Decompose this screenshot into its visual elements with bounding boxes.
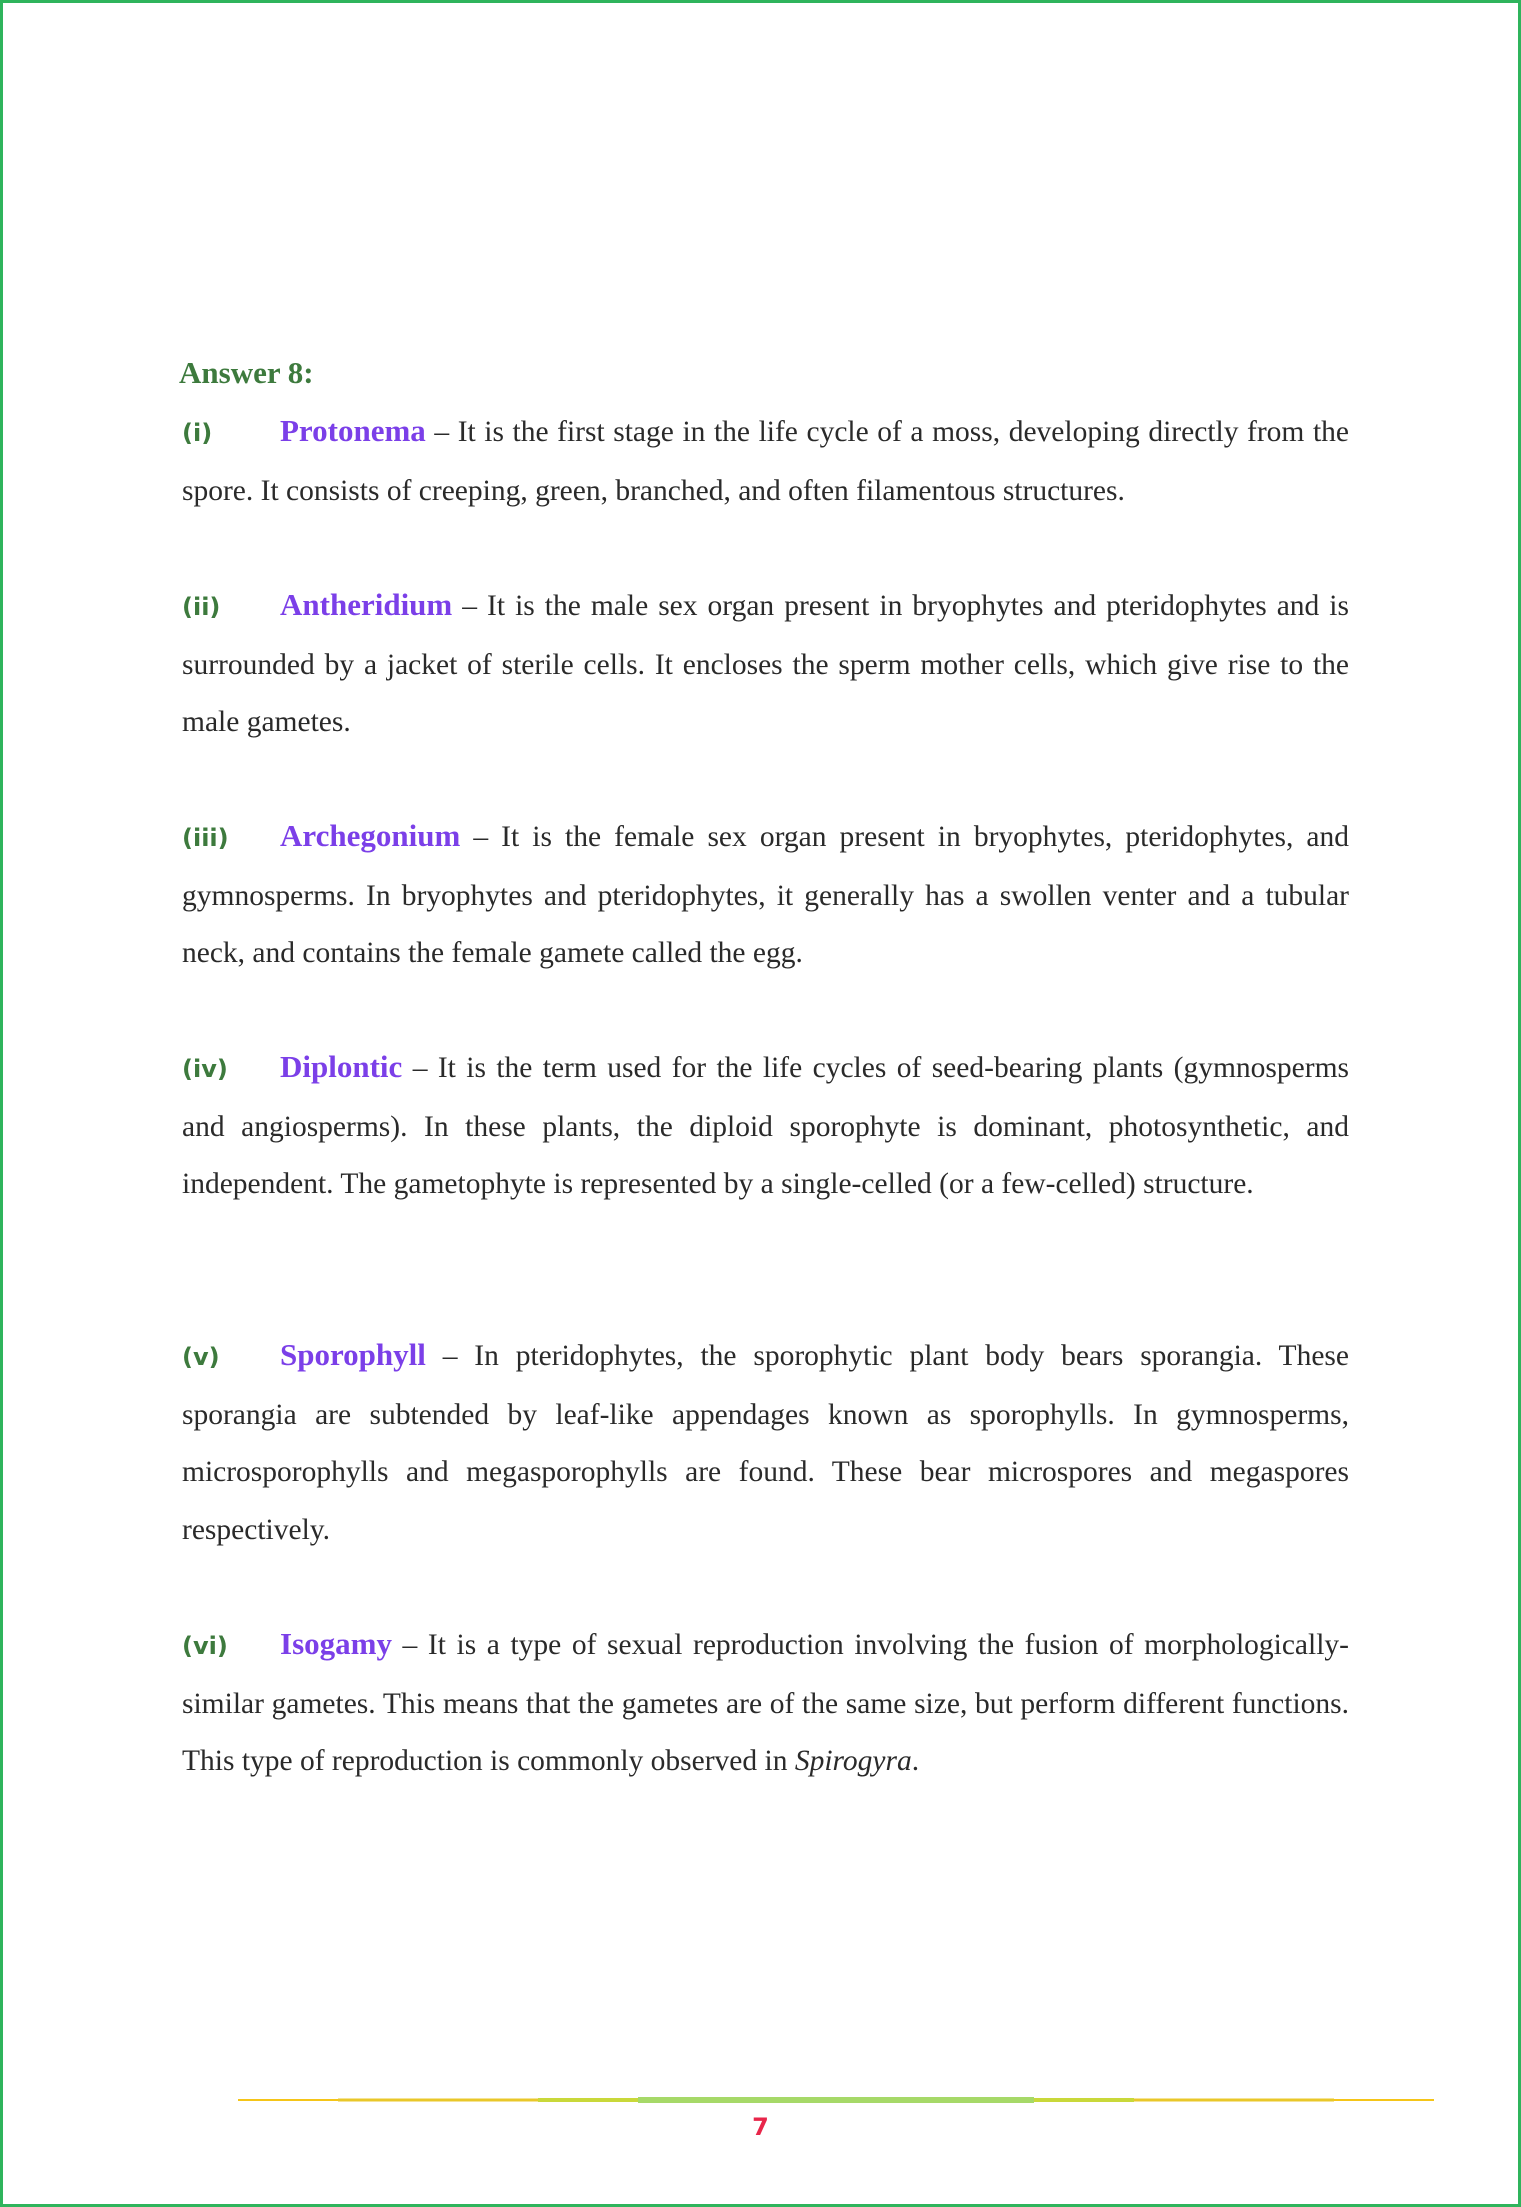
item-term: Antheridium — [280, 587, 453, 622]
item-text: – It is the term used for the life cycles of seed-bearing plants (gymnosperms and angiosperms). In these plants, the diploid sporophyte is dominant, photosynthetic, and independent. The gametophyte is represented by a single-celled (or a few-celled) structure. — [182, 1052, 1349, 1201]
item-term: Isogamy — [280, 1626, 392, 1661]
item-text: – In pteridophytes, the sporophytic plant body bears sporangia. These sporangia are subtended by leaf-like appendages known as sporophylls. In gymnosperms, microsporophylls and megasporophylls are found. These bear microspores and megaspores respectively. — [182, 1340, 1349, 1547]
item-label: (ii) — [182, 593, 221, 621]
answer-item-iii — [182, 807, 1349, 983]
item-text: – It is the female sex organ present in bryophytes, pteridophytes, and gymnosperms. In bryophytes and pteridophytes, it generally has a swollen venter and a tubular neck, and contains the female gamete called the egg. — [182, 821, 1349, 970]
item-label: (v) — [182, 1343, 220, 1371]
item-label: (iv) — [182, 1055, 228, 1083]
answer-heading: Answer 8: — [179, 355, 314, 390]
item-label: (i) — [182, 419, 213, 447]
item-term: Archegonium — [280, 818, 461, 853]
item-term: Protonema — [280, 413, 426, 448]
item-text: – It is the first stage in the life cycle of a moss, developing directly from the spore. It consists of creeping, green, branched, and often filamentous structures. — [182, 416, 1349, 507]
answer-item-ii — [182, 576, 1349, 752]
answer-item-iv — [182, 1038, 1349, 1214]
answer-item-v — [182, 1326, 1349, 1560]
item-term: Diplontic — [280, 1049, 403, 1084]
answer-item-i — [182, 402, 1349, 520]
item-label: (iii) — [182, 824, 229, 852]
item-text: – It is the male sex organ present in bryophytes and pteridophytes and is surrounded by a jacket of sterile cells. It encloses the sperm mother cells, which give rise to the male gametes. — [182, 590, 1349, 739]
item-italic-term: Spirogyra — [794, 1745, 912, 1778]
footer-divider — [238, 2097, 1434, 2103]
item-label: (vi) — [182, 1632, 228, 1660]
item-text-end: . — [911, 1745, 920, 1778]
item-text: – It is a type of sexual reproduction involving the fusion of morphologically-similar gametes. This means that the gametes are of the same size, but perform different functions. This type of reproduction is commonly observed in — [182, 1629, 1349, 1778]
page-number: 7 — [752, 2113, 769, 2141]
answer-item-vi — [182, 1615, 1349, 1791]
item-term: Sporophyll — [280, 1337, 426, 1372]
